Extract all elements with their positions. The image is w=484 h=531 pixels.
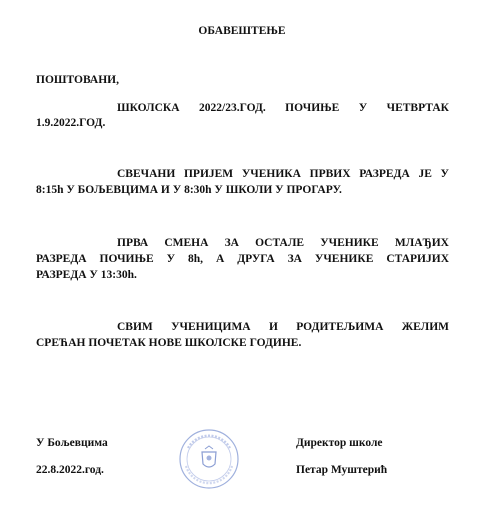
salutation: ПОШТОВАНИ, <box>36 74 119 86</box>
paragraph-1-line-2: 1.9.2022.ГОД. <box>36 117 106 129</box>
paragraph-4-line-1: СВИМ УЧЕНИЦИМА И РОДИТЕЉИМА ЖЕЛИМ <box>117 321 449 333</box>
paragraph-4-line-2: СРЕЋАН ПОЧЕТАК НОВЕ ШКОЛСКЕ ГОДИНЕ. <box>36 337 302 349</box>
school-stamp-seal-icon <box>178 428 240 490</box>
signer-name: Петар Муштерић <box>296 464 388 476</box>
notice-title: ОБАВЕШТЕЊЕ <box>198 25 286 37</box>
paragraph-2-line-1: СВЕЧАНИ ПРИЈЕМ УЧЕНИКА ПРВИХ РАЗРЕДА ЈЕ У <box>117 168 449 180</box>
paragraph-3-line-3: РАЗРЕДА У 13:30h. <box>36 269 137 281</box>
paragraph-3-line-2: РАЗРЕДА ПОЧИЊЕ У 8h, А ДРУГА ЗА УЧЕНИКЕ СТАРИЈИХ <box>36 253 449 265</box>
footer-place: У Бољевцима <box>36 437 108 449</box>
paragraph-2-line-2: 8:15h У БОЉЕВЦИМА И У 8:30h У ШКОЛИ У ПРОГАРУ. <box>36 184 342 196</box>
paragraph-3-line-1: ПРВА СМЕНА ЗА ОСТАЛЕ УЧЕНИКЕ МЛАЂИХ <box>117 237 449 249</box>
footer-date: 22.8.2022.год. <box>36 464 104 476</box>
signer-title: Директор школе <box>296 437 383 449</box>
paragraph-1-line-1: ШКОЛСКА 2022/23.ГОД. ПОЧИЊЕ У ЧЕТВРТАК <box>117 102 449 114</box>
